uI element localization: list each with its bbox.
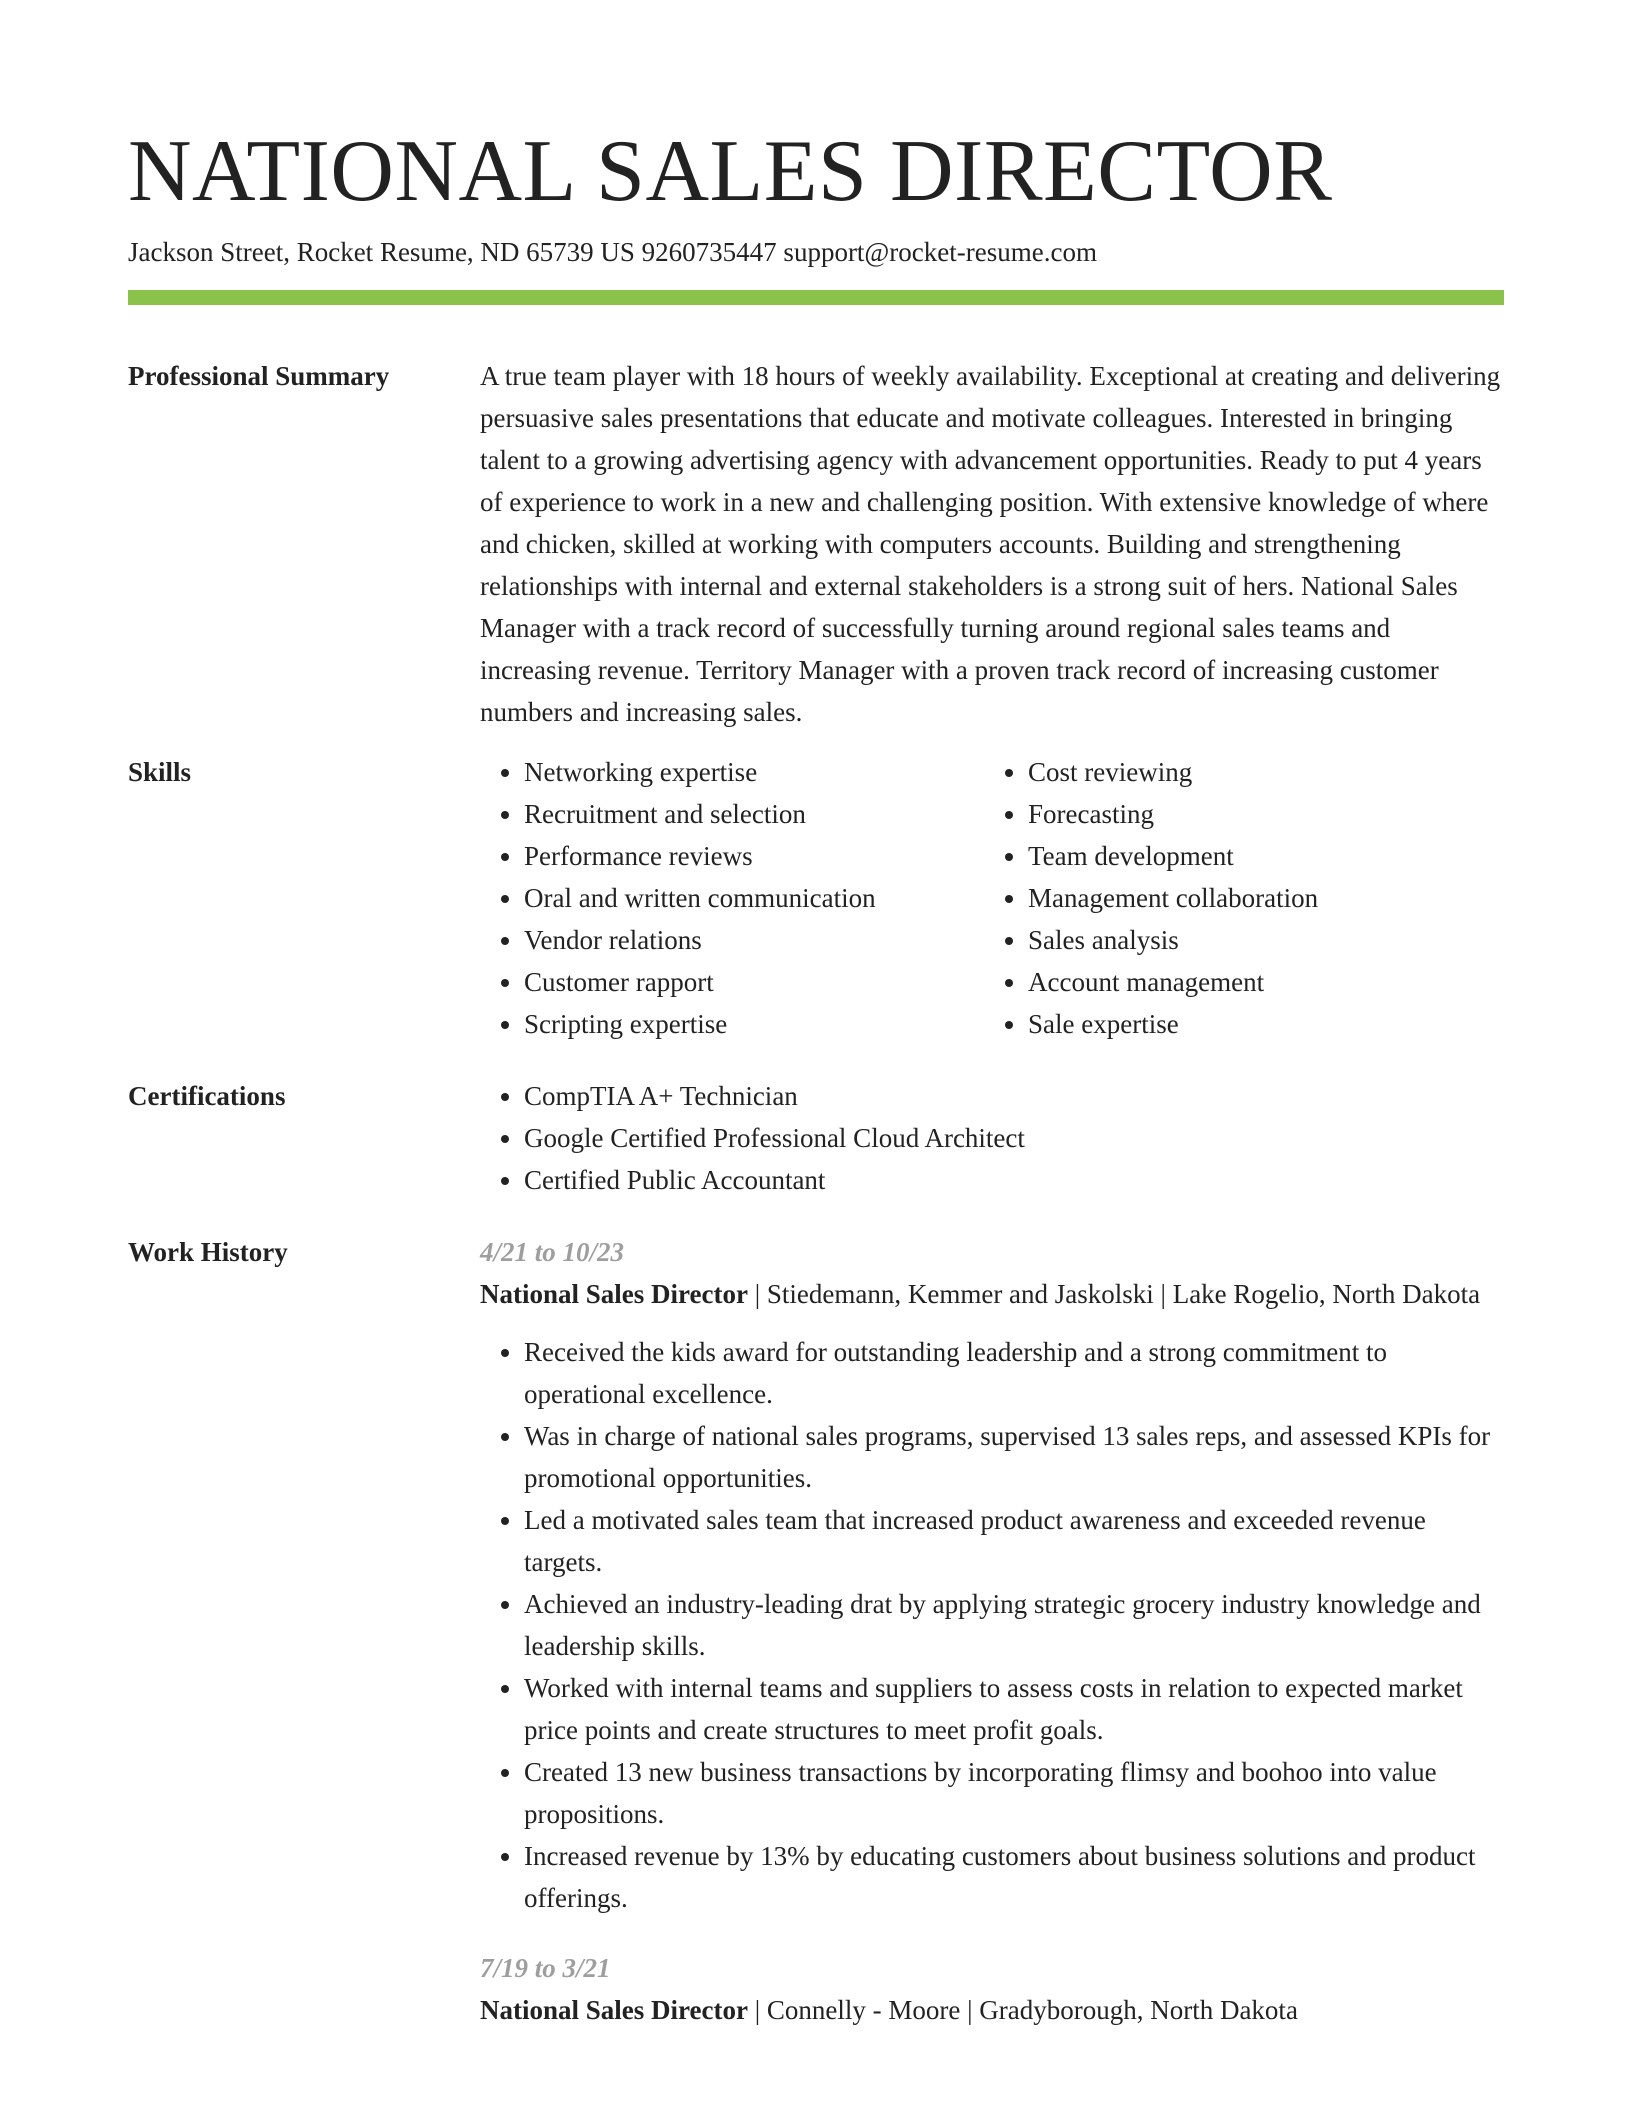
job-title: National Sales Director [480,1995,748,2025]
job-heading [480,1273,1504,1315]
skill-item: • Sales analysis [1028,919,1488,961]
section-label-summary: Professional Summary [128,361,390,391]
skill-item: • Account management [1028,961,1488,1003]
job-bullet: • Achieved an industry-leading drat by applying strategic grocery industry knowledge and leadership skills. [524,1583,1504,1667]
certification-item: • Google Certified Professional Cloud Architect [524,1117,1504,1159]
job-bullets [480,1331,1504,1919]
accent-divider [128,290,1504,305]
job-heading [480,1989,1504,2031]
skill-item: • Team development [1028,835,1488,877]
skill-item: • Customer rapport [524,961,984,1003]
skill-item: • Recruitment and selection [524,793,984,835]
skill-item: • Networking expertise [524,751,984,793]
skill-item: • Sale expertise [1028,1003,1488,1045]
job-bullet: • Led a motivated sales team that increased product awareness and exceeded revenue targets. [524,1499,1504,1583]
skill-item: • Performance reviews [524,835,984,877]
job-bullet: • Was in charge of national sales programs, supervised 13 sales reps, and assessed KPIs for promotional opportunities. [524,1415,1504,1499]
resume-title: NATIONAL SALES DIRECTOR [128,123,1333,220]
job-entry [480,1947,1504,2031]
section-label-certifications: Certifications [128,1081,286,1111]
section-label-work-history: Work History [128,1237,288,1267]
certification-item: • CompTIA A+ Technician [524,1075,1504,1117]
skills-section [128,751,1504,1045]
skill-item: • Oral and written communication [524,877,984,919]
job-dates: 7/19 to 3/21 [480,1953,611,1983]
skill-item: • Scripting expertise [524,1003,984,1045]
certification-item: • Certified Public Accountant [524,1159,1504,1201]
summary-text: A true team player with 18 hours of weekly availability. Exceptional at creating and delivering persuasive sales presentations that educate and motivate colleagues. Interested in bringing talent to a growing advertising agency with advancement opportunities. Ready to put 4 years of experience to work in a new and challenging position. With extensive knowledge of where and chicken, skilled at working with computers accounts. Building and strengthening relationships with internal and external stakeholders is a strong suit of hers. National Sales Manager with a track record of successfully turning around regional sales teams and increasing revenue. Territory Manager with a proven track record of increasing customer numbers and increasing sales. [480,361,1501,727]
job-bullet: • Increased revenue by 13% by educating customers about business solutions and product offerings. [524,1835,1504,1919]
certifications-list [480,1075,1504,1201]
job-details: | Connelly - Moore | Gradyborough, North Dakota [747,1995,1298,2025]
skill-item: • Cost reviewing [1028,751,1488,793]
skill-item: • Forecasting [1028,793,1488,835]
job-bullet: • Received the kids award for outstanding leadership and a strong commitment to operational excellence. [524,1331,1504,1415]
summary-section [128,355,1504,733]
job-bullet: • Worked with internal teams and suppliers to assess costs in relation to expected market price points and create structures to meet profit goals. [524,1667,1504,1751]
section-label-skills: Skills [128,757,192,787]
skills-list-right [984,751,1488,1045]
job-title: National Sales Director [480,1279,748,1309]
skill-item: • Management collaboration [1028,877,1488,919]
skills-list-left [480,751,984,1045]
work-history-section [128,1231,1504,2031]
job-entry [480,1231,1504,1919]
resume-page [128,0,1504,2031]
contact-line: Jackson Street, Rocket Resume, ND 65739 US 9260735447 support@rocket-resume.com [128,237,1097,267]
certifications-section [128,1075,1504,1201]
job-dates: 4/21 to 10/23 [480,1237,625,1267]
job-bullet: • Created 13 new business transactions by incorporating flimsy and boohoo into value propositions. [524,1751,1504,1835]
skill-item: • Vendor relations [524,919,984,961]
job-details: | Stiedemann, Kemmer and Jaskolski | Lake Rogelio, North Dakota [747,1279,1481,1309]
